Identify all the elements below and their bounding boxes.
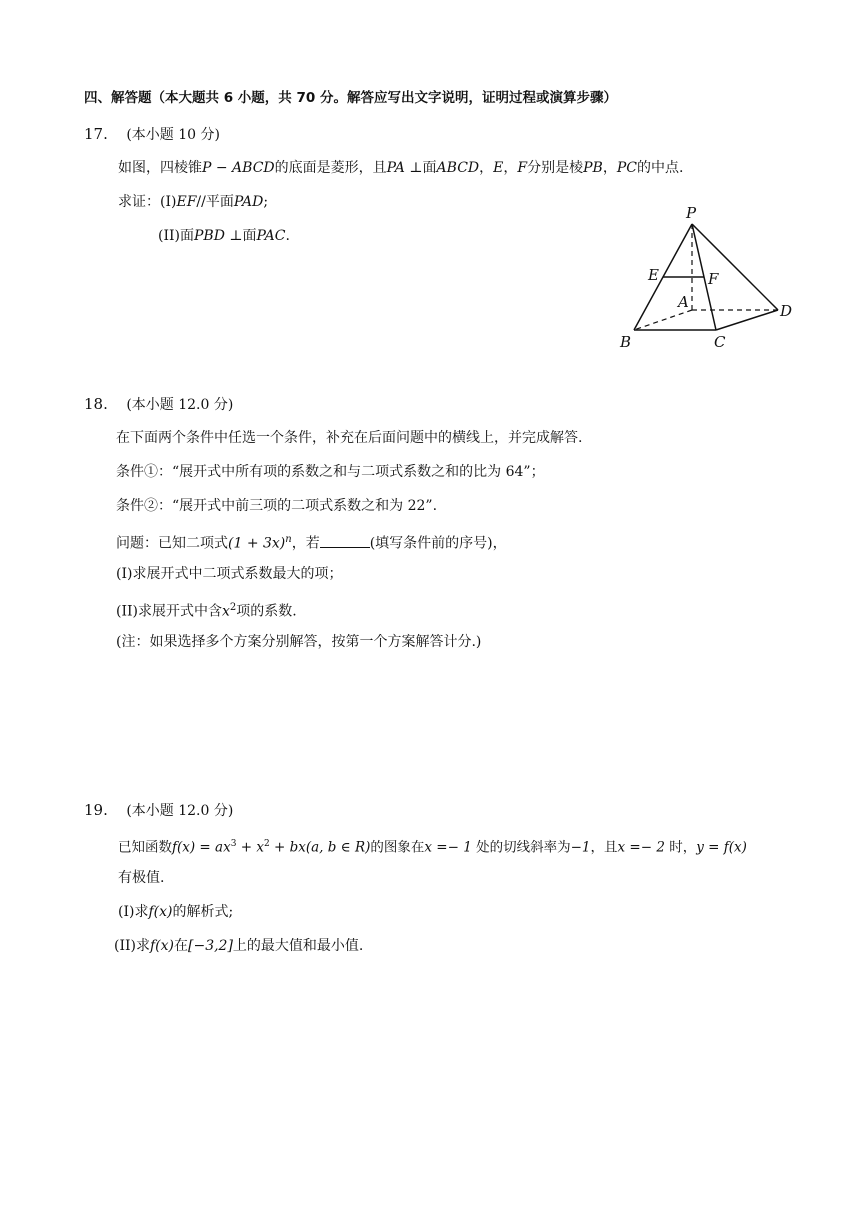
math-exponent: 3 xyxy=(230,839,237,849)
math-expr: [−3,2] xyxy=(188,938,233,954)
question-number: 18. xyxy=(84,395,108,413)
part-label: (II)面 xyxy=(158,228,194,244)
question-score: (本小题 10 分) xyxy=(126,127,220,143)
stem-text: 的中点. xyxy=(636,160,684,176)
question-number: 19. xyxy=(84,801,108,819)
section-header: 四、解答题（本大题共 6 小题，共 70 分。解答应写出文字说明，证明过程或演算步骤） xyxy=(84,90,617,106)
math-expr: (1 + 3x) xyxy=(228,535,286,552)
vertex-label-D: D xyxy=(780,302,793,320)
math-expr: x =− 2 xyxy=(617,839,665,856)
math-exponent: n xyxy=(285,534,292,545)
math-expr: f(x) xyxy=(149,938,174,954)
question-19-stem-continued: 有极值. xyxy=(118,870,165,886)
question-number: 17. xyxy=(84,125,108,143)
stem-text: 在 xyxy=(174,938,188,954)
stem-text: 问题：已知二项式 xyxy=(116,535,228,552)
question-18-condition-2: 条件②：“展开式中前三项的二项式系数之和为 22”. xyxy=(116,498,438,514)
stem-text: (填写条件前的序号)， xyxy=(369,535,507,552)
math-expr: E xyxy=(493,160,504,176)
stem-text: 的解析式; xyxy=(172,904,234,920)
vertex-label-F: F xyxy=(708,270,719,288)
question-score: (本小题 12.0 分) xyxy=(126,803,234,819)
math-expr: F xyxy=(517,160,528,176)
math-expr: + bx(a, b ∈ R) xyxy=(269,839,371,856)
math-exponent: 2 xyxy=(229,602,237,613)
math-expr: PAC xyxy=(256,228,286,244)
question-17-proof-1 xyxy=(118,192,268,212)
question-18-note: (注：如果选择多个方案分别解答，按第一个方案解答计分.) xyxy=(116,634,482,650)
stem-text: . xyxy=(285,228,290,244)
stem-text: 分别是棱 xyxy=(527,160,584,176)
stem-text: ， xyxy=(479,160,494,176)
stem-text: ，若 xyxy=(291,535,320,552)
stem-text: (II)求 xyxy=(114,938,150,954)
vertex-label-A: A xyxy=(678,293,689,311)
stem-text: 时， xyxy=(664,839,697,856)
stem-text: 如图，四棱锥 xyxy=(118,160,202,176)
stem-text: ，且 xyxy=(590,839,618,856)
stem-text: ⊥面 xyxy=(224,228,257,244)
math-expr: PC xyxy=(616,160,637,176)
question-18-condition-1: 条件①：“展开式中所有项的系数之和与二项式系数之和的比为 64”； xyxy=(116,464,545,480)
question-18-header xyxy=(84,394,233,415)
vertex-label-P: P xyxy=(686,204,697,222)
stem-text: ⊥面 xyxy=(404,160,437,176)
question-17-header xyxy=(84,124,220,145)
question-17-stem xyxy=(118,158,683,178)
stem-text: ; xyxy=(263,194,269,210)
stem-text: 项的系数. xyxy=(236,603,297,620)
math-expr: f(x) xyxy=(148,904,173,920)
pyramid-figure xyxy=(610,200,810,360)
math-expr: ABCD xyxy=(436,160,480,176)
math-expr: −1 xyxy=(570,839,591,856)
vertex-label-C: C xyxy=(714,333,726,351)
question-19-stem xyxy=(118,834,747,858)
math-expr: x =− 1 xyxy=(424,839,472,856)
stem-text: 处的切线斜率为 xyxy=(471,839,571,856)
stem-text: ， xyxy=(503,160,518,176)
math-expr: y = f(x) xyxy=(696,839,747,856)
edge-CD xyxy=(716,310,778,330)
math-expr: f(x) = ax xyxy=(172,839,231,856)
question-18-problem xyxy=(116,530,507,554)
question-score: (本小题 12.0 分) xyxy=(126,397,234,413)
math-expr: PAD xyxy=(233,194,264,210)
stem-text: 已知函数 xyxy=(118,839,172,856)
question-18-part-1: (I)求展开式中二项式系数最大的项； xyxy=(116,566,343,582)
stem-text: 的图象在 xyxy=(370,839,425,856)
question-18-intro: 在下面两个条件中任选一个条件，补充在后面问题中的横线上，并完成解答. xyxy=(116,430,583,446)
math-expr: + x xyxy=(236,839,264,856)
prove-label: 求证：(I) xyxy=(118,194,177,210)
stem-text: 的底面是菱形，且 xyxy=(274,160,387,176)
math-expr: PBD xyxy=(193,228,225,244)
question-17-proof-2 xyxy=(158,226,290,246)
math-expr: EF xyxy=(176,194,197,210)
fill-in-blank xyxy=(320,533,370,548)
math-expr: PB xyxy=(583,160,603,176)
question-18-part-2 xyxy=(116,598,297,622)
question-19-part-2 xyxy=(114,936,363,956)
math-expr: x xyxy=(221,603,230,620)
stem-text: (II)求展开式中含 xyxy=(116,603,222,620)
stem-text: ， xyxy=(602,160,617,176)
question-19-header xyxy=(84,800,233,821)
question-19-part-1 xyxy=(118,902,233,922)
math-expr: P − ABCD xyxy=(202,160,275,176)
edge-PD xyxy=(692,224,778,310)
math-expr: PA xyxy=(386,160,405,176)
math-exponent: 2 xyxy=(263,839,270,849)
vertex-label-E: E xyxy=(648,266,659,284)
vertex-label-B: B xyxy=(620,333,632,351)
stem-text: (I)求 xyxy=(118,904,149,920)
stem-text: //平面 xyxy=(196,194,234,210)
stem-text: 上的最大值和最小值. xyxy=(232,938,364,954)
